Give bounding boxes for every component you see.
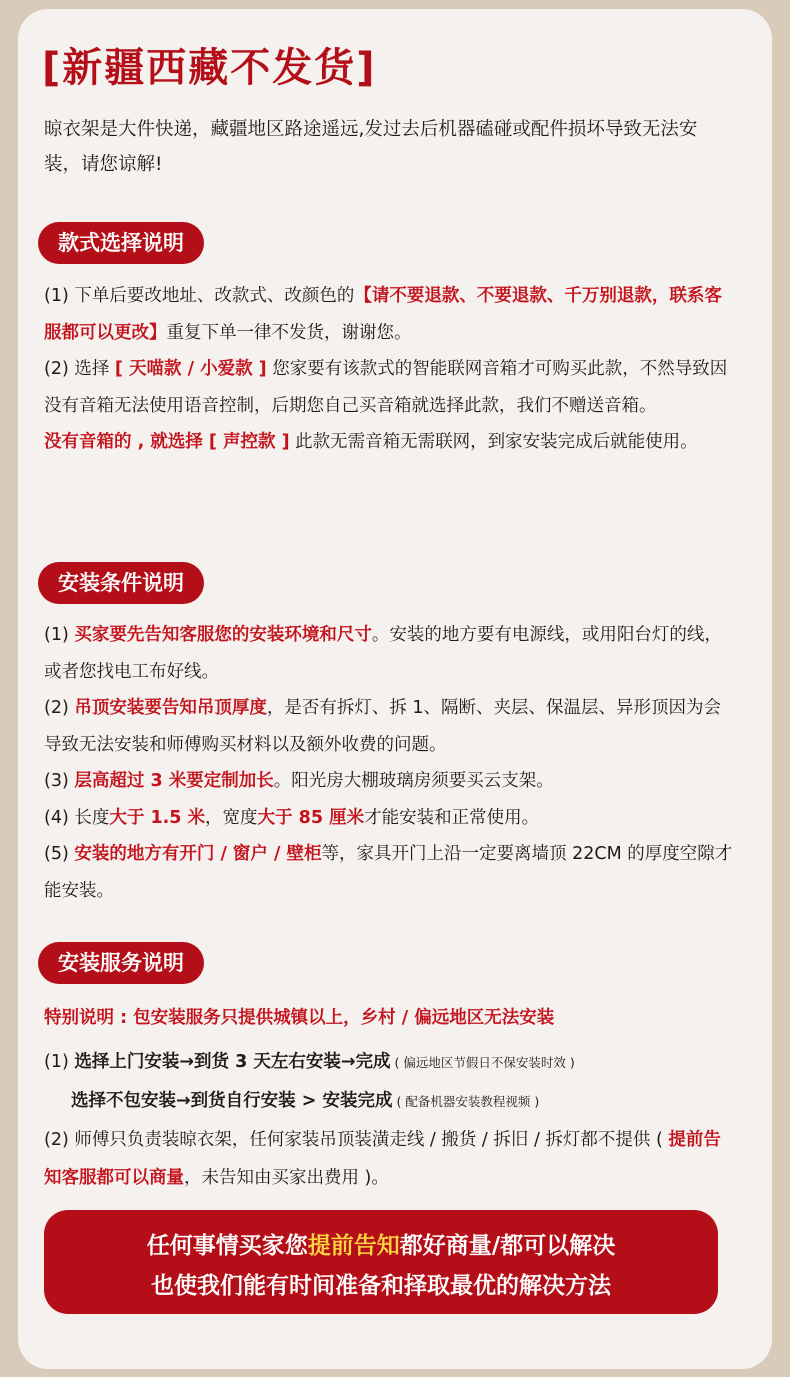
service-paragraph (44, 1121, 734, 1197)
highlight-text: 层高超过 3 米要定制加长 (74, 771, 274, 791)
style-paragraph (44, 278, 734, 351)
step-note: ( 偏远地区节假日不保安装时效 ) (390, 1055, 575, 1070)
style-paragraph (44, 424, 734, 461)
cta-line-2: 也使我们能有时间准备和择取最优的解决方法 (151, 1273, 611, 1299)
body-text-run: 您家要有该款式的智能联网音箱才可购买此款，不然导致因没有音箱无法使用语音控制，后期您自己买音箱就选择此款，我们不赠送音箱。 (44, 359, 728, 416)
body-text-run: (4) 长度 (44, 807, 110, 828)
highlight-text: 没有音箱的 , 就选择 [ 声控款 ] (44, 432, 290, 452)
cta-highlight: 提前告知 (307, 1233, 400, 1259)
body-text-run: (5) (44, 844, 75, 864)
highlight-text: 提前告知客服都可以商量 (44, 1130, 721, 1188)
body-text-run: (2) 师傅只负责装晾衣架，任何家装吊顶装潢走线 / 搬货 / 拆旧 / 拆灯都不提供 ( (44, 1130, 669, 1150)
body-text-run: (2) (44, 698, 75, 718)
condition-paragraph (44, 836, 734, 909)
style-paragraph (44, 351, 734, 424)
body-text-run: 重复下单一律不发货，谢谢您。 (166, 322, 412, 343)
body-text-run: 等，家具开门上沿一定要离墙顶 22CM 的厚度空隙才能安装。 (44, 844, 733, 901)
section-body-conditions (44, 617, 734, 909)
body-text-run: (1) (44, 625, 75, 645)
highlight-text: 大于 85 厘米 (257, 807, 365, 828)
highlight-text: [ 天喵款 / 小爱款 ] (114, 359, 267, 379)
highlight-text: 买家要先告知客服您的安装环境和尺寸 (74, 625, 372, 645)
condition-paragraph (44, 763, 734, 800)
service-step (44, 1043, 734, 1082)
body-text-run: 。阳光房大棚玻璃房须要买云支架。 (273, 771, 554, 791)
cta-line-1-start: 任何事情买家您 (146, 1233, 308, 1259)
body-text-run: 才能安装和正常使用。 (364, 807, 540, 828)
condition-paragraph (44, 690, 734, 763)
service-step (44, 1082, 734, 1121)
body-text-run: (3) (44, 771, 75, 791)
section-body-style (44, 278, 734, 461)
highlight-text: 安装的地方有开门 / 窗户 / 壁柜 (74, 844, 322, 864)
highlight-text: 【请不要退款、不要退款、千万别退款，联系客服都可以更改】 (44, 286, 722, 343)
page-title: [新疆西藏不发货] (42, 45, 377, 91)
body-text-run: (2) 选择 (44, 359, 115, 379)
section-heading-conditions: 安装条件说明 (38, 562, 204, 604)
section-heading-service: 安装服务说明 (38, 942, 204, 984)
intro-text: 晾衣架是大件快递，藏疆地区路途遥远,发过去后机器磕碰或配件损坏导致无法安装，请您谅解! (44, 119, 698, 175)
step-note: ( 配备机器安装教程视频 ) (392, 1094, 540, 1109)
body-text-run: ，未告知由买家出费用 )。 (184, 1168, 389, 1188)
body-text-run: 。安装的地方要有电源线，或用阳台灯的线，或者您找电工布好线。 (44, 625, 722, 682)
highlight-text: 吊顶安装要告知吊顶厚度 (74, 698, 267, 718)
special-note: 特别说明 : 包安装服务只提供城镇以上，乡村 / 偏远地区无法安装 (44, 1008, 555, 1028)
condition-paragraph (44, 617, 734, 690)
section-heading-style: 款式选择说明 (38, 222, 204, 264)
cta-banner (44, 1210, 718, 1314)
section-body-service (44, 999, 734, 1197)
step-text: 选择不包安装→到货自行安装 > 安装完成 (71, 1091, 393, 1111)
body-text-run: ，是否有拆灯、拆 1、隔断、夹层、保温层、异形顶因为会导致无法安装和师傅购买材料以及额外收费的问题。 (44, 698, 722, 755)
cta-line-1-end: 都好商量/都可以解决 (399, 1233, 616, 1259)
body-text-run: (1) 下单后要改地址、改款式、改颜色的 (44, 286, 355, 306)
body-text-run: 此款无需音箱无需联网，到家安装完成后就能使用。 (289, 432, 698, 452)
condition-paragraph (44, 800, 734, 837)
step-prefix: (1) (44, 1052, 75, 1072)
highlight-text: 大于 1.5 米 (109, 807, 206, 828)
cta-line-1 (44, 1227, 718, 1260)
step-text: 选择上门安装→到货 3 天左右安装→完成 (74, 1052, 391, 1072)
body-text-run: ，宽度 (205, 807, 258, 828)
